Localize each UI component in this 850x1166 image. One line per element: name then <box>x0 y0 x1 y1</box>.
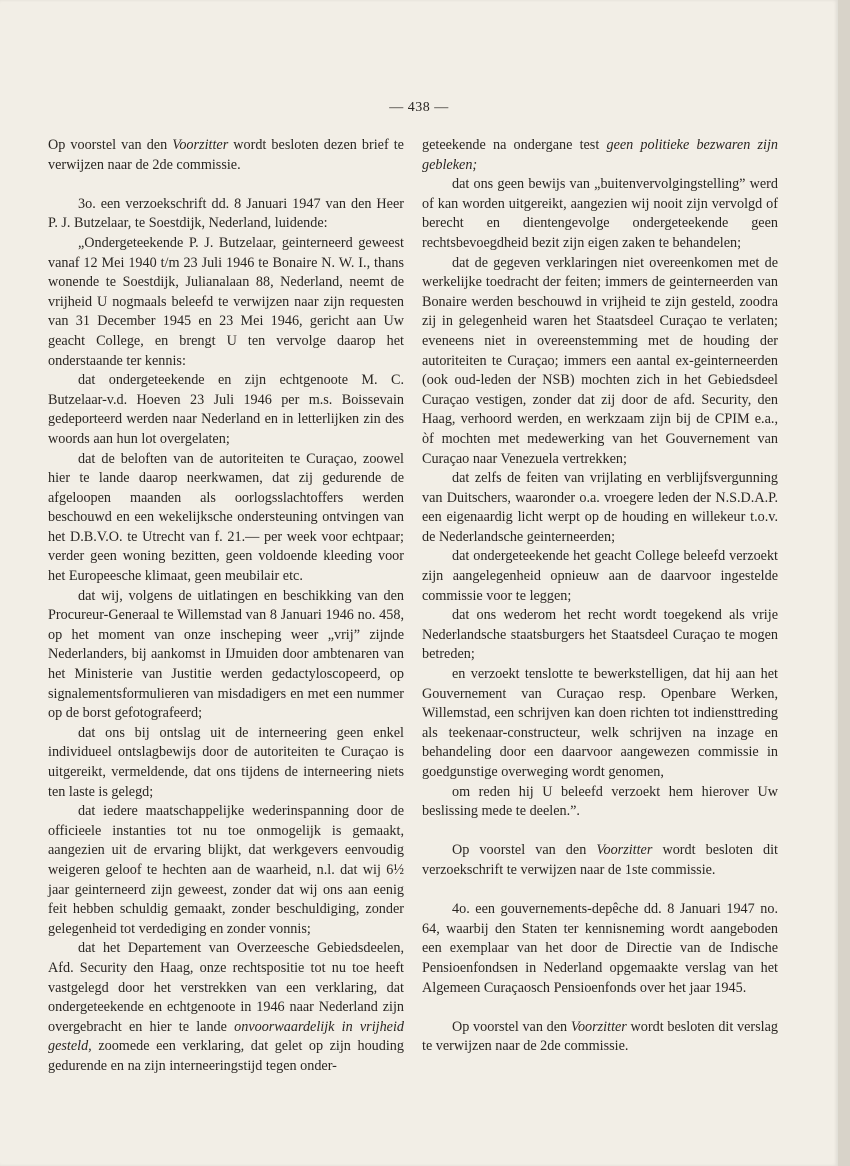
paragraph: 3o. een verzoekschrift dd. 8 Januari 1947 van den Heer P. J. Butzelaar, te Soestdijk, Nederland, luidende: <box>48 195 404 232</box>
paragraph: Op voorstel van den Voorzitter wordt besloten dit verzoekschrift te verwijzen naar de 1ste commissie. <box>422 842 778 878</box>
paragraph: dat wij, volgens de uitlatingen en beschikking van den Procureur-Generaal te Willemstad van 8 Januari 1946 no. 458, op het moment van onze inscheping weer „vrij” zijnde Nederlanders, bij aankomst in IJmuiden door ambtenaren van het Ministerie van Justitie werden gedactyloscopeerd, op signalementsformulieren van misdadigers en met een nummer op de borst gefotografeerd; <box>48 587 404 722</box>
paragraph: dat zelfs de feiten van vrijlating en verblijfsvergunning van Duitschers, waaronder o.a. vroegere leden der N.S.D.A.P. een eigenaardig licht werpt op de houding en willekeur t.o.v. de Nederlandsche geinterneerden; <box>422 470 778 545</box>
right-column <box>422 136 778 1057</box>
paragraph: en verzoekt tenslotte te bewerkstelligen, dat hij aan het Gouvernement van Curaçao resp. Openbare Werken, Willemstad, een schrijven kan doen richten tot indiensttreding als teekenaar-constructeur, welk schrijven na inzage en behandeling door een daarvoor aangewezen commissie in goedgunstige overweging wordt genomen, <box>422 666 778 780</box>
page-number: — 438 — <box>389 100 449 115</box>
paragraph: dat ons bij ontslag uit de interneering geen enkel individueel ontslagbewijs door de autoriteiten te Curaçao is uitgereikt, vermeldende, dat ons tijdens de interneering niets ten laste is gelegd; <box>48 724 404 800</box>
paragraph: Op voorstel van den Voorzitter wordt besloten dit verslag te verwijzen naar de 2de commissie. <box>422 1018 778 1055</box>
paragraph: dat ons wederom het recht wordt toegekend als vrije Nederlandsche staatsburgers het Staatsdeel Curaçao te mogen betreden; <box>422 607 778 663</box>
paragraph: „Ondergeteekende P. J. Butzelaar, geinterneerd geweest vanaf 12 Mei 1940 t/m 23 Juli 1946 te Bonaire N. W. I., thans wonende te Soestdijk, Julianalaan 88, Nederland, neemt de vrijheid U nogmaals beleefd te verwijzen naar zijn requesten van 31 December 1945 en 23 Mei 1946, gericht aan Uw geacht College, en brengt U ten vervolge daarop het onderstaande ter kennis: <box>48 234 404 369</box>
paragraph: dat de gegeven verklaringen niet overeenkomen met de werkelijke toedracht der feiten; immers de geinterneerden van Bonaire werden beschouwd in vrijheid te zijn gesteld, zoodra zij in gelegenheid waren het Staatsdeel Curaçao te verlaten; eveneens niet in overeenstemming met de houding der autoriteiten te Curaçao; immers een aantal ex-geinterneerden (ook oud-leden der NSB) mochten zich in het Gebiedsdeel Curaçao vestigen, zonder dat zij door de afd. Security, den Haag, verhoord werden, en werkzaam zijn bij de CPIM e.a., òf mochten met medewerking van het Gouvernement van Curaçao naar Venezuela vertrekken; <box>422 254 778 467</box>
left-column <box>48 136 404 1077</box>
page-edge <box>838 0 850 1166</box>
paragraph: dat ondergeteekende en zijn echtgenoote M. C. Butzelaar-v.d. Hoeven 23 Juli 1946 per m.s. Boissevain gedeporteerd werden naar Nederland en in letterlijken zin des woords aan hun lot overgelaten; <box>48 372 404 447</box>
paragraph: dat ondergeteekende het geacht College beleefd verzoekt zijn aangelegenheid opnieuw aan de daarvoor ingestelde commissie voor te leggen; <box>422 548 778 604</box>
paragraph: dat het Departement van Overzeesche Gebiedsdeelen, Afd. Security den Haag, onze rechtspositie tot nu toe heeft vastgelegd door het verstrekken van een verklaring, dat ondergeteekende en echtgenoote in 1946 naar Nederland zijn overgebracht en hier te lande onvoorwaardelijk in vrijheid gesteld, zoomede een verklaring, dat gelet op zijn houding gedurende en na zijn interneeringstijd tegen onder- <box>48 940 405 1074</box>
paragraph: dat de beloften van de autoriteiten te Curaçao, zoowel hier te lande daarop neerkwamen, dat zij gedurende de afgeloopen maanden als oorlogsslachtoffers werden beschouwd en een wekelijksche ondersteuning ontvingen van het D.B.V.O. te Utrecht van f. 21.— per week voor echtpaar; verder geen woning bezitten, geen voldoende kleeding voor het Europeesche klimaat, geen meubilair etc. <box>48 450 404 585</box>
paragraph: geteekende na ondergane test geen politieke bezwaren zijn gebleken; <box>422 137 778 173</box>
paragraph: Op voorstel van den Voorzitter wordt besloten dezen brief te verwijzen naar de 2de commissie. <box>48 137 404 173</box>
paragraph: dat iedere maatschappelijke wederinspanning door de officieele instanties tot nu toe onmogelijk is gemaakt, aangezien uit de ervaring blijkt, dat werkgevers eenvoudig weigeren geloof te hechten aan de waarheid, n.l. dat wij 6½ jaar geinterneerd zijn geweest, zonder dat wij ons aan eenig feit hebben schuldig gemaakt, zonder beschuldiging, zonder gelegenheid tot verdediging en zonder vonnis; <box>48 803 404 937</box>
paragraph: om reden hij U beleefd verzoekt hem hierover Uw beslissing mede te deelen.”. <box>422 783 778 820</box>
paragraph: 4o. een gouvernements-depêche dd. 8 Januari 1947 no. 64, waarbij den Staten ter kennisneming wordt aangeboden een exemplaar van het door de Directie van de Indische Pensioenfondsen in Nederland opgemaakte verslag van het Algemeen Curaçaosch Pensioenfonds over het jaar 1945. <box>422 901 778 996</box>
paragraph: dat ons geen bewijs van „buitenvervolgingstelling” werd of kan worden uitgereikt, aangezien wij nooit zijn vervolgd of berecht en dientengevolge ondergeteekende geen rechtsbevoegdheid bezit zijn eigen zaken te behandelen; <box>422 176 778 251</box>
